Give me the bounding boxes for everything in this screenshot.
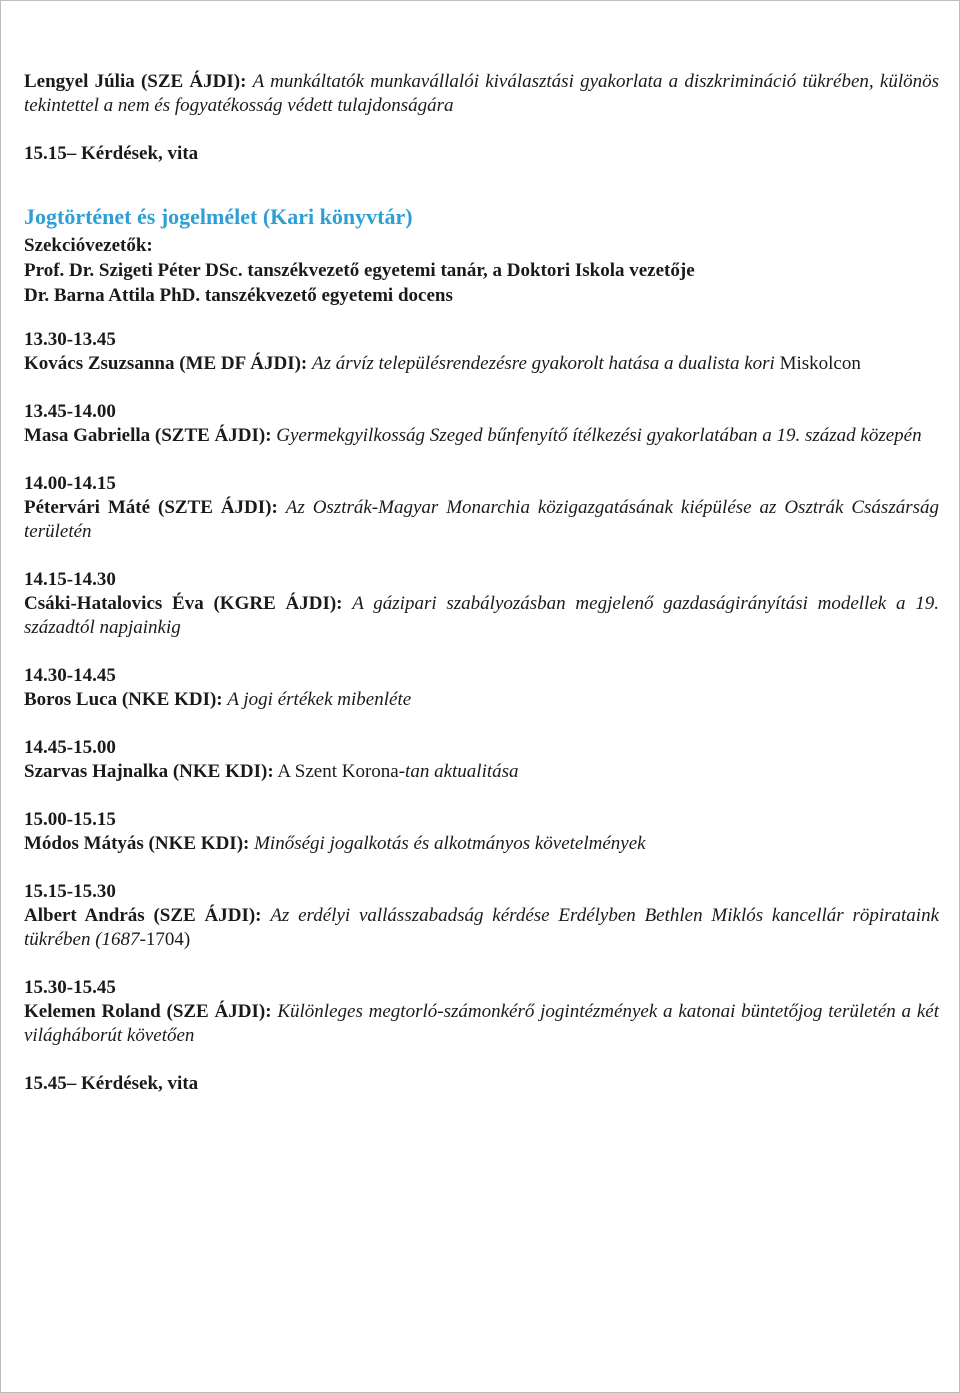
chair-1: Prof. Dr. Szigeti Péter DSc. tanszékvezető egyetemi tanár, a Doktori Iskola vezetője — [24, 260, 695, 281]
time-slot: 14.45-15.00 — [24, 737, 116, 758]
talk-title: -tan aktualitása — [398, 761, 519, 782]
time-slot: 15.30-15.45 — [24, 977, 116, 998]
talk-entry — [24, 328, 939, 376]
talk-entry — [24, 664, 939, 712]
speaker: Kovács Zsuzsanna (ME DF ÁJDI): — [24, 353, 308, 374]
talk-title: A jogi értékek mibenléte — [227, 689, 412, 710]
talk-line — [24, 496, 939, 544]
chairs-label: Szekcióvezetők: — [24, 235, 153, 256]
talk-entry — [24, 568, 939, 640]
section-title: Jogtörténet és jogelmélet (Kari könyvtár) — [24, 204, 413, 229]
talk-line — [24, 1000, 939, 1048]
talk-title: Az árvíz településrendezésre gyakorolt hatása a dualista kori — [312, 353, 775, 374]
talk-title-plain: A Szent Korona — [277, 761, 399, 782]
time-slot: 13.45-14.00 — [24, 401, 116, 422]
time-slot: 15.15-15.30 — [24, 881, 116, 902]
speaker: Boros Luca (NKE KDI): — [24, 689, 223, 710]
time-slot: 13.30-13.45 — [24, 329, 116, 350]
talk-title: A munkáltatók munkavállalói kiválasztási gyakorlata a diszkrimináció tükrében, különös tekintettel a nem és fogyatékosság védett tulajdonságára — [24, 71, 939, 116]
time-slot: 14.00-14.15 — [24, 473, 116, 494]
speaker: Csáki-Hatalovics Éva (KGRE ÁJDI): — [24, 593, 343, 614]
talk-entry — [24, 472, 939, 544]
talk-entry — [24, 736, 939, 784]
talk-title: Az Osztrák-Magyar Monarchia közigazgatásának kiépülése az Osztrák Császárság területén — [24, 497, 940, 542]
talk-line — [24, 760, 939, 784]
talk-line — [24, 832, 939, 856]
talk-title: A gázipari szabályozásban megjelenő gazdaságirányítási modellek a 19. századtól napjainkig — [24, 593, 939, 638]
document-content — [24, 70, 939, 1096]
time-slot: 15.00-15.15 — [24, 809, 116, 830]
speaker: Pétervári Máté (SZTE ÁJDI): — [24, 497, 278, 518]
talk-line — [24, 424, 939, 448]
speaker: Kelemen Roland (SZE ÁJDI): — [24, 1001, 272, 1022]
speaker: Szarvas Hajnalka (NKE KDI): — [24, 761, 274, 782]
talk-entry — [24, 808, 939, 856]
talk-entry — [24, 976, 939, 1048]
talk-title: Az erdélyi vallásszabadság kérdése Erdélyben Bethlen Miklós kancellár röpirataink tükrében (1687 — [24, 905, 940, 950]
qa-session: 15.45– Kérdések, vita — [24, 1073, 199, 1094]
speaker: Módos Mátyás (NKE KDI): — [24, 833, 250, 854]
talk-title-tail: -1704) — [139, 929, 191, 950]
chair-2: Dr. Barna Attila PhD. tanszékvezető egyetemi docens — [24, 285, 453, 306]
talk-line — [24, 904, 939, 952]
talk-title: Gyermekgyilkosság Szeged bűnfenyítő ítélkezési gyakorlatában a 19. század közepén — [276, 425, 922, 446]
talk-line — [24, 688, 939, 712]
talk-title: Minőségi jogalkotás és alkotmányos követelmények — [254, 833, 646, 854]
speaker: Albert András (SZE ÁJDI): — [24, 905, 262, 926]
speaker: Masa Gabriella (SZTE ÁJDI): — [24, 425, 272, 446]
intro-entry — [24, 70, 939, 118]
talk-title-tail: Miskolcon — [779, 353, 861, 374]
speaker: Lengyel Júlia (SZE ÁJDI): — [24, 71, 247, 92]
time-slot: 14.30-14.45 — [24, 665, 116, 686]
talk-line — [24, 592, 939, 640]
talk-entry — [24, 880, 939, 952]
talk-entry — [24, 400, 939, 448]
talk-line — [24, 352, 939, 376]
time-slot: 14.15-14.30 — [24, 569, 116, 590]
talk-title: Különleges megtorló-számonkérő jogintézmények a katonai büntetőjog területén a két világháborút követően — [24, 1001, 940, 1046]
qa-session: 15.15– Kérdések, vita — [24, 143, 199, 164]
